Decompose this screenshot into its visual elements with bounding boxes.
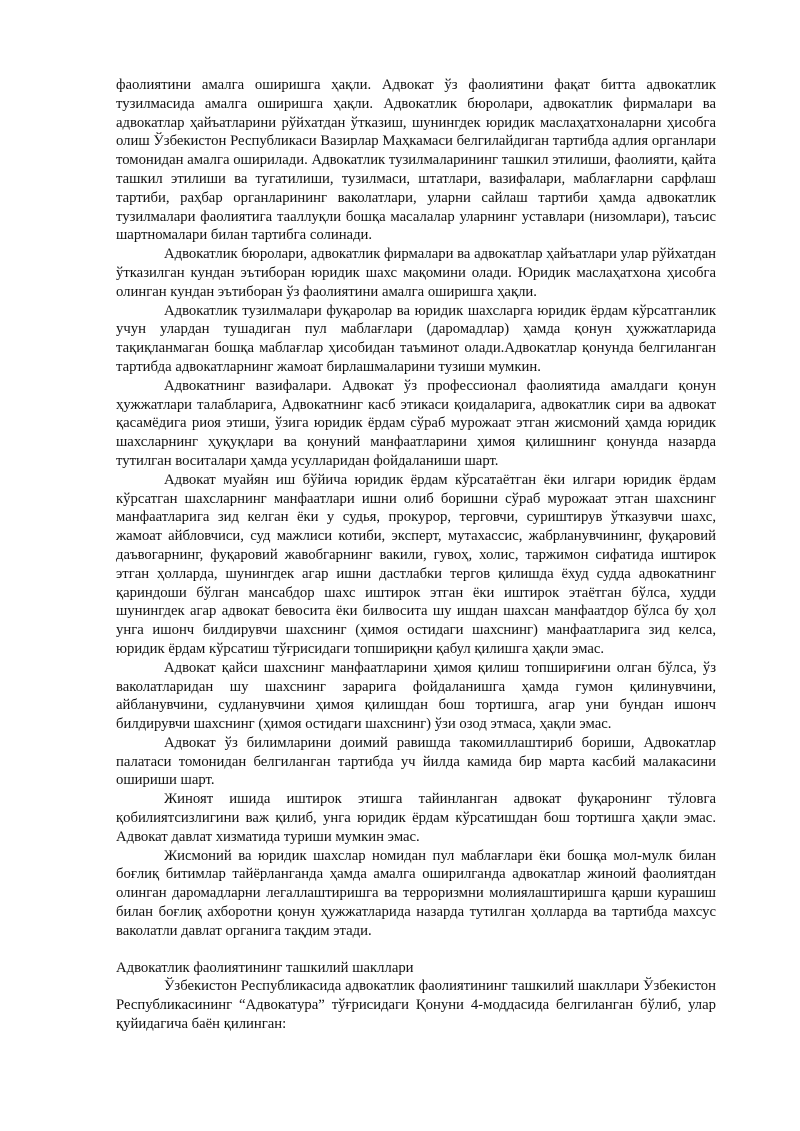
paragraph: Адвокатлик бюролари, адвокатлик фирмалари ва адвокатлар ҳайъатлари улар рўйхатдан ўтказилган кундан эътиборан юридик шахс мақомини олади. Юридик маслаҳатхона ҳисобга олинган кундан эътиборан ўз фаолиятини амалга оширишга ҳақли. xyxy=(116,246,716,300)
paragraph: Адвокатнинг вазифалари. Адвокат ўз профессионал фаолиятида амалдаги қонун ҳужжатлари талабларига, Адвокатнинг касб этикаси қоидаларига, адвокатлик сири ва адвокат қасамёдига риоя этиши, ўзига юридик ёрдам сўраб мурожаат этган жисмоний ҳамда юридик шахсларнинг ҳуқуқлари ва қонуний манфаатларини ҳимоя қилишнинг қонунда назарда тутилган воситалари ҳамда усулларидан фойдаланиши шарт. xyxy=(116,377,716,469)
paragraph: Адвокат муайян иш бўйича юридик ёрдам кўрсатаётган ёки илгари юридик ёрдам кўрсатган шахсларнинг манфаатлари ишни олиб боришни сўраб мурожаат этган шахснинг манфаатларига зид келган ёки у судья, прокурор, терговчи, суриштирув ўтказувчи шахс, жамоат айбловчиси, суд мажлиси котиби, эксперт, мутахассис, жабрланувчининг, фуқаровий даъвогарнинг, фуқаровий жавобгарнинг вакили, гувоҳ, холис, таржимон сифатида иштирок этган ҳолларда, шунингдек агар ишни дастлабки тергов қилишда ёхуд судда адвокатнинг қариндоши бўлган мансабдор шахс иштирок этган ёки иштирок этаётган бўлса, худди шунингдек агар адвокат бевосита ёки билвосита шу ишдан шахсан манфаатдор бўлса бу ҳол унга ишонч билдирувчи шахснинг (ҳимоя остидаги шахснинг) манфаатларига зид келса, юридик ёрдам кўрсатиш тўғрисидаги топшириқни қабул қилишга ҳақли эмас. xyxy=(116,471,716,657)
paragraph: Адвокат қайси шахснинг манфаатларини ҳимоя қилиш топшириғини олган бўлса, ўз ваколатларидан шу шахснинг зарарига фойдаланишга ҳамда гумон қилинувчини, айбланувчини, судланувчини ҳимоя қилишдан бош тортишга, агар уни бундан ишонч билдирувчи шахснинг (ҳимоя остидаги шахснинг) ўзи озод этмаса, ҳақли эмас. xyxy=(116,659,716,733)
section-heading: Адвокатлик фаолиятининг ташкилий шакллари xyxy=(116,959,414,976)
paragraph: фаолиятини амалга оширишга ҳақли. Адвокат ўз фаолиятини фақат битта адвокатлик тузилмасида амалга оширишга ҳақли. Адвокатлик бюролари, адвокатлик фирмалари ва адвокатлар ҳайъатларини рўйхатдан ўтказиш, шунингдек юридик маслаҳатхоналарни ҳисобга олиш Ўзбекистон Республикаси Вазирлар Маҳкамаси белгилайдиган тартибда адлия органлари томонидан амалга оширилади. Адвокатлик тузилмаларининг ташкил этилиши, фаолияти, қайта ташкил этилиши ва тугатилиши, тузилмаси, штатлари, вазифалари, маблағларни сарфлаш тартиби, раҳбар органларининг ваколатлари, уларни сайлаш тартиби ҳамда адвокатлик тузилмалари фаолиятига тааллуқли бошқа масалалар уларнинг уставлари (низомлари), таъсис шартномалари билан тартибга солинади. xyxy=(116,77,716,244)
paragraph: Ўзбекистон Республикасида адвокатлик фаолиятининг ташкилий шакллари Ўзбекистон Республикасининг “Адвокатура” тўғрисидаги Қонуни 4-моддасида белгиланган бўлиб, улар қуйидагича баён қилинган: xyxy=(116,978,716,1033)
paragraph: Жиноят ишида иштирок этишга тайинланган адвокат фуқаронинг тўловга қобилиятсизлигини важ қилиб, унга юридик ёрдам кўрсатишдан бош тортишга ҳақли эмас. Адвокат давлат хизматида туриши мумкин эмас. xyxy=(116,791,716,845)
paragraph: Жисмоний ва юридик шахслар номидан пул маблағлари ёки бошқа мол-мулк билан боғлиқ битимлар тайёрланганда ҳамда амалга оширилганда адвокатлар жиноий фаолиятдан олинган даромадларни легаллаштиришга ва терроризмни молиялаштиришга қарши курашиш билан боғлиқ ахборотни қонун ҳужжатларида назарда тутилган ҳолларда ва тартибда махсус ваколатли давлат органига тақдим этади. xyxy=(116,847,716,939)
paragraph: Адвокат ўз билимларини доимий равишда такомиллаштириб бориши, Адвокатлар палатаси томонидан белгиланган тартибда уч йилда камида бир марта касбий малакасини ошириши шарт. xyxy=(116,734,716,789)
paragraph: Адвокатлик тузилмалари фуқаролар ва юридик шахсларга юридик ёрдам кўрсатганлик учун улардан тушадиган пул маблағлари (даромадлар) ҳамда қонун ҳужжатларида тақиқланмаган бошқа маблағлар ҳисобидан таъминот олади.Адвокатлар қонунда белгиланган тартибда адвокатларнинг жамоат бирлашмаларини тузиши мумкин. xyxy=(116,302,716,375)
